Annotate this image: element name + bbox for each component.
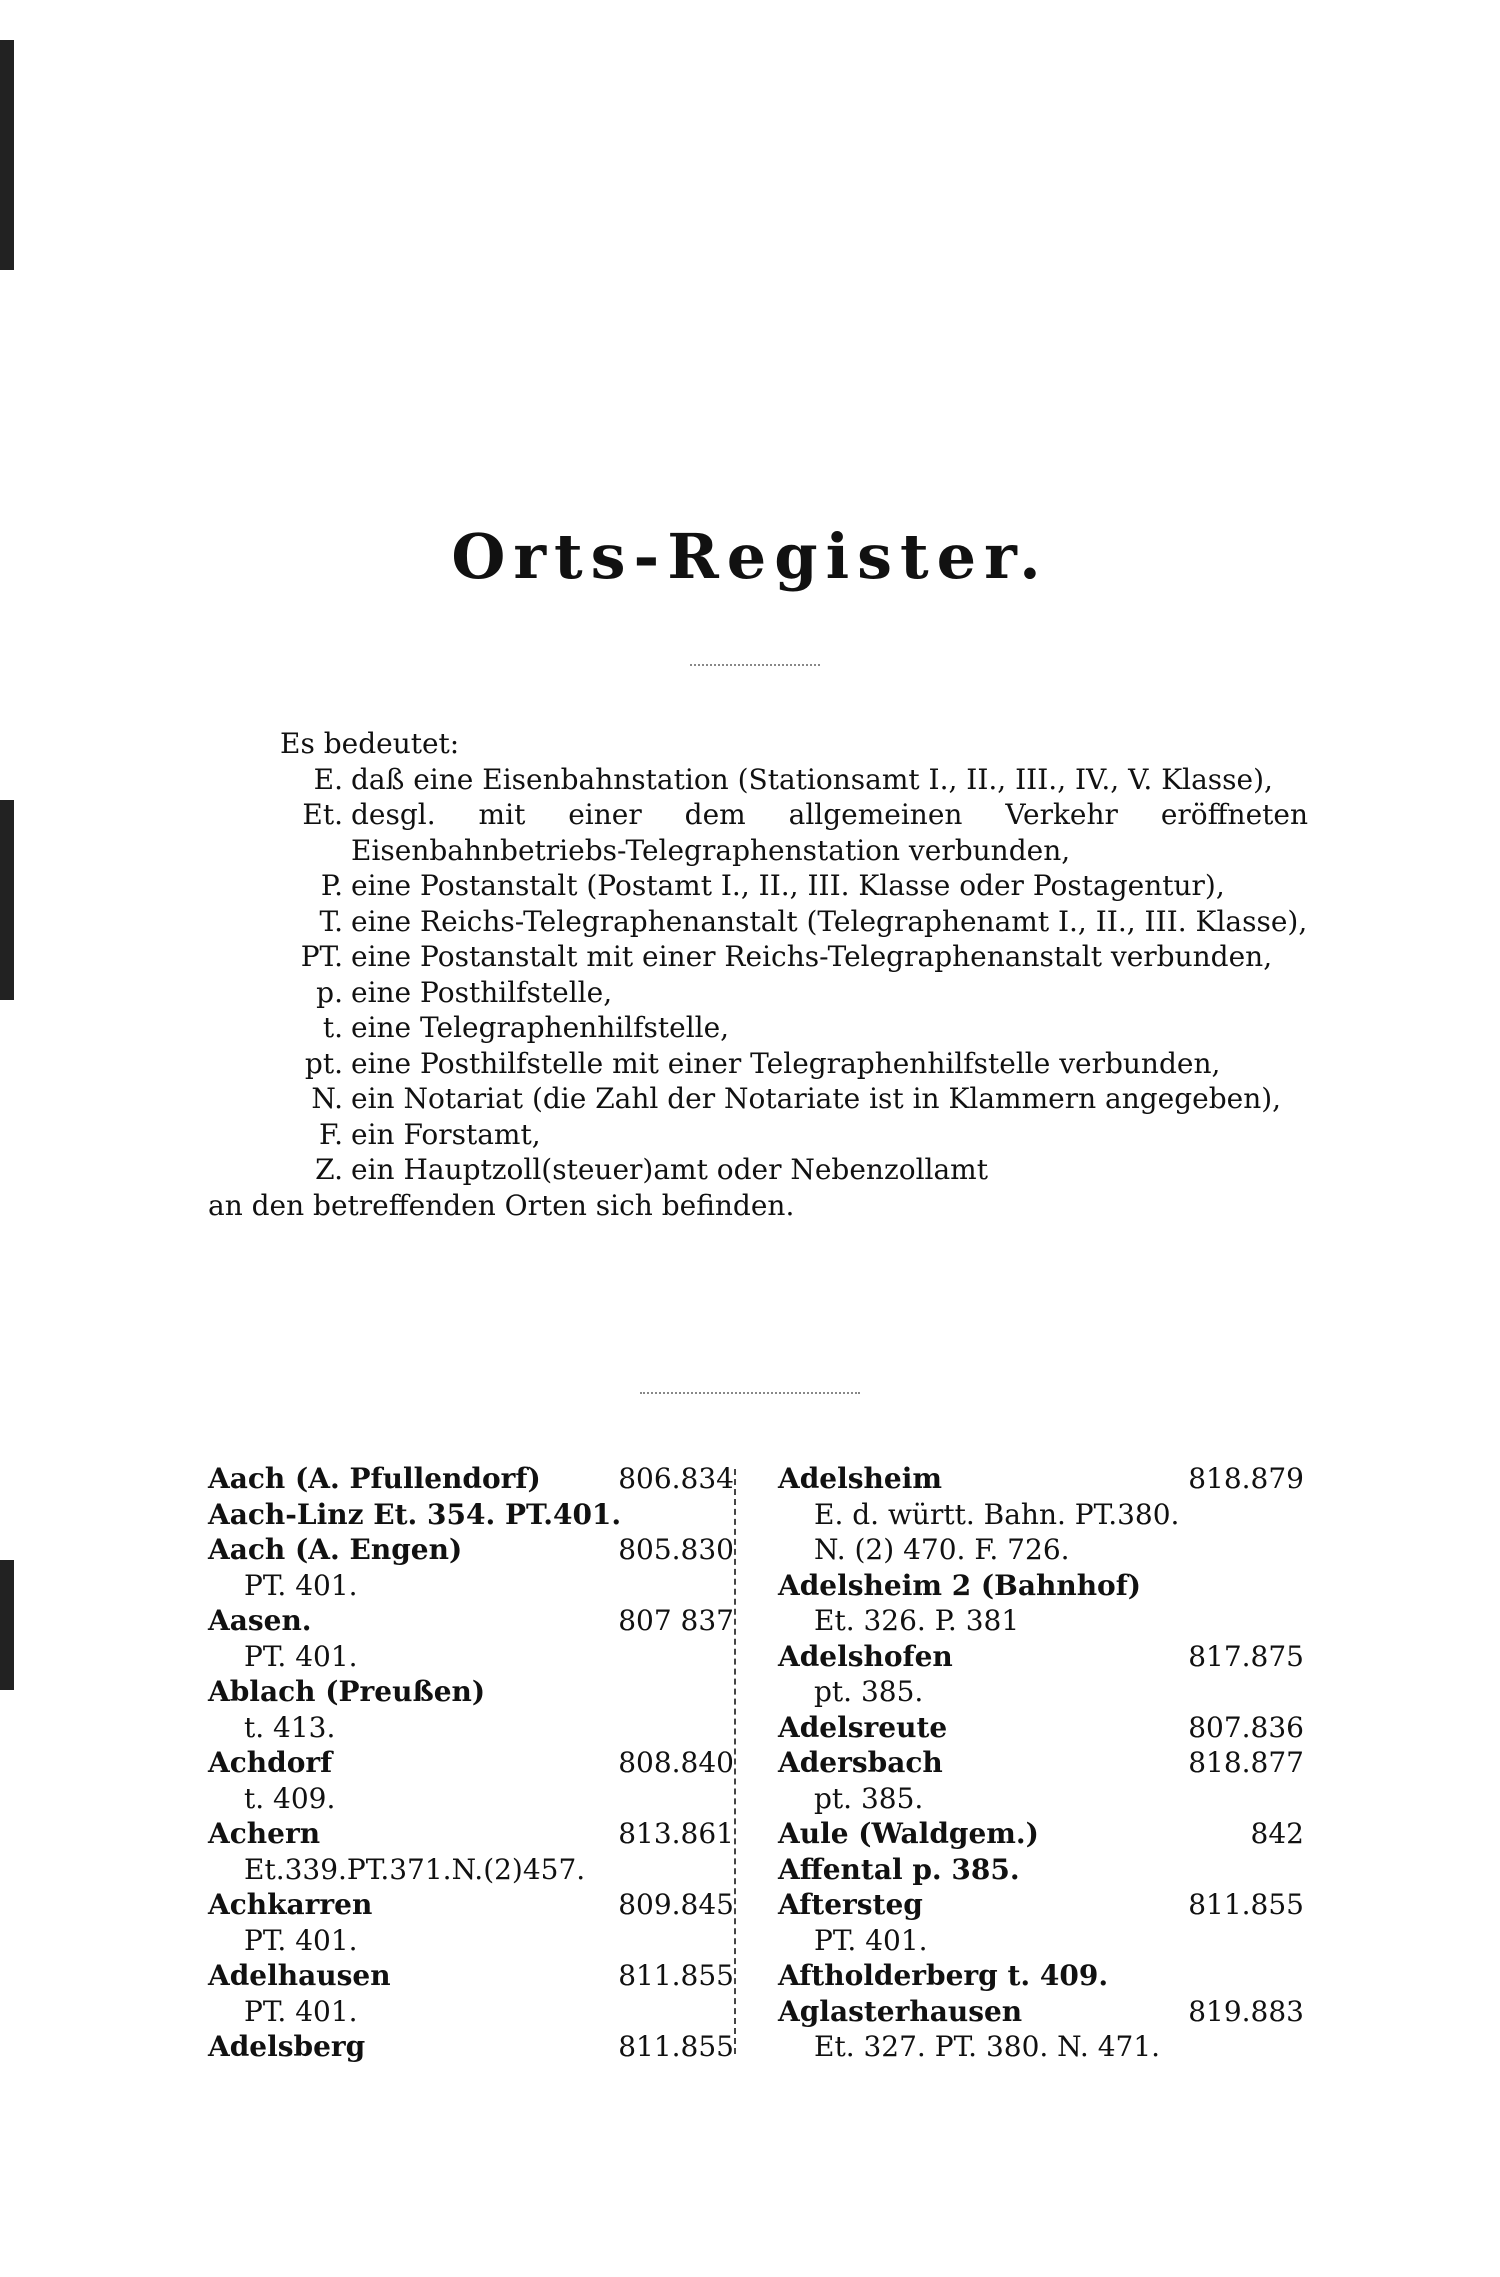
legend-intro: Es bedeutet: [280,727,460,760]
place-name: Achern [208,1817,321,1850]
index-entry [208,1745,734,1816]
place-name: Adelsberg [208,2030,366,2063]
entry-details: PT. 401. [244,1923,358,1957]
legend-abbr: E. [313,762,343,796]
legend [208,726,1308,1223]
entry-details: t. 409. [244,1781,336,1815]
place-name: Adelhausen [208,1959,391,1992]
place-name: Aftholderberg t. 409. [778,1959,1109,1992]
legend-abbr: F. [319,1117,343,1151]
index-entry [778,1461,1304,1568]
page-numbers: 818.879 [1188,1462,1304,1495]
legend-item [208,1081,1308,1117]
entry-details: PT. 401. [244,1639,358,1673]
index-entry [778,1710,1304,1746]
index-entry [208,1887,734,1958]
place-index [208,1461,1304,2065]
entry-details: PT. 401. [244,1994,358,2028]
legend-text: ein Forstamt, [351,1117,541,1151]
index-entry [208,1958,734,2029]
index-entry [208,1497,734,1533]
place-name: Achkarren [208,1888,373,1921]
legend-abbr: Et. [302,798,343,831]
place-name: Adersbach [778,1746,943,1779]
legend-text: ein Hauptzoll(steuer)amt oder Nebenzollamt [351,1153,988,1186]
legend-item [208,797,1308,868]
legend-outro: an den betreffenden Orten sich befinden. [208,1188,795,1222]
legend-abbr: N. [311,1082,343,1115]
index-entry [778,1816,1304,1852]
legend-item [208,904,1308,940]
column-divider [734,1469,736,2054]
legend-abbr: pt. [304,1046,343,1080]
page-numbers: 805.830 [618,1533,734,1566]
entry-details: Et. 326. P. 381 [814,1604,1020,1637]
legend-item [208,1046,1308,1082]
page-numbers: 818.877 [1188,1746,1304,1779]
legend-abbr: P. [320,869,343,902]
place-name: Achdorf [208,1746,333,1779]
entry-details: PT. 401. [814,1923,928,1957]
index-entry [208,1532,734,1603]
page-numbers: 819.883 [1188,1994,1304,2028]
index-entry [778,1639,1304,1710]
page-numbers: 817.875 [1188,1639,1304,1673]
entry-details: PT. 401. [244,1568,358,1602]
page-numbers: 811.855 [618,2030,734,2063]
legend-text: eine Reichs-Telegraphenanstalt (Telegraphenamt I., II., III. Klasse), [351,904,1308,938]
place-name: Aule (Waldgem.) [778,1817,1039,1850]
page-numbers: 807.836 [1188,1710,1304,1744]
scan-edge-mark [0,1560,14,1690]
page-numbers: 807 837 [618,1604,734,1637]
legend-item [208,1152,1308,1188]
index-entry [778,1852,1304,1888]
place-name: Aftersteg [778,1888,923,1921]
legend-abbr: t. [322,1011,343,1044]
legend-text: eine Postanstalt mit einer Reichs-Telegraphenanstalt verbunden, [351,940,1273,973]
index-column-left [208,1461,734,2065]
page-numbers: 811.855 [1188,1888,1304,1921]
legend-abbr: Z. [315,1153,343,1186]
index-entry [778,1568,1304,1639]
place-name: Adelsheim [778,1462,942,1495]
legend-text: daß eine Eisenbahnstation (Stationsamt I., II., III., IV., V. Klasse), [351,762,1273,796]
index-entry [208,1461,734,1497]
index-entry [778,1745,1304,1816]
entry-details: N. (2) 470. F. 726. [814,1533,1070,1566]
entry-details: t. 413. [244,1710,336,1744]
divider [640,1392,860,1394]
index-entry [778,1887,1304,1958]
legend-item [208,975,1308,1011]
entry-details: pt. 385. [814,1675,924,1708]
place-name: Aglasterhausen [778,1994,1023,2028]
legend-text: ein Notariat (die Zahl der Notariate ist in Klammern angegeben), [351,1082,1282,1115]
place-name: Aach (A. Pfullendorf) [208,1462,541,1495]
scan-edge-mark [0,40,14,270]
place-name: Adelsheim 2 (Bahnhof) [778,1568,1142,1602]
page-numbers: 808.840 [618,1746,734,1779]
place-name: Adelshofen [778,1639,953,1673]
scan-edge-mark [0,800,14,1000]
divider [690,664,820,666]
legend-item [208,1117,1308,1153]
page-numbers: 811.855 [618,1959,734,1992]
legend-item [208,762,1308,798]
entry-details: Et.339.PT.371.N.(2)457. [244,1852,586,1886]
entry-details: E. d. württ. Bahn. PT.380. [814,1497,1180,1531]
page-title: Orts-Register. [451,520,1049,593]
legend-abbr: PT. [300,940,343,973]
entry-details: pt. 385. [814,1781,924,1815]
place-name: Affental p. 385. [778,1852,1020,1886]
index-entry [208,1816,734,1887]
index-entry [778,1994,1304,2065]
index-entry [778,1958,1304,1994]
page-numbers: 813.861 [618,1817,734,1850]
index-column-right [778,1461,1304,2065]
legend-abbr: T. [319,904,343,938]
page-numbers: 806.834 [618,1462,734,1495]
place-name: Adelsreute [778,1710,948,1744]
legend-text: eine Postanstalt (Postamt I., II., III. Klasse oder Postagentur), [351,869,1225,902]
page-numbers: 809.845 [618,1888,734,1921]
legend-item [208,868,1308,904]
legend-text: desgl. mit einer dem allgemeinen Verkehr eröffneten Eisenbahnbetriebs-Telegraphenstation verbunden, [351,798,1308,867]
index-entry [208,1674,734,1745]
place-name: Aach-Linz Et. 354. PT.401. [208,1497,622,1531]
place-name: Aach (A. Engen) [208,1533,463,1566]
legend-text: eine Telegraphenhilfstelle, [351,1011,730,1044]
place-name: Ablach (Preußen) [208,1675,486,1708]
legend-text: eine Posthilfstelle mit einer Telegraphenhilfstelle verbunden, [351,1046,1221,1080]
legend-abbr: p. [316,975,343,1009]
index-entry [208,2029,734,2065]
index-entry [208,1603,734,1674]
legend-item [208,939,1308,975]
entry-details: Et. 327. PT. 380. N. 471. [814,2030,1161,2063]
legend-item [208,1010,1308,1046]
legend-text: eine Posthilfstelle, [351,975,613,1009]
page-numbers: 842 [1250,1817,1304,1850]
place-name: Aasen. [208,1604,312,1637]
